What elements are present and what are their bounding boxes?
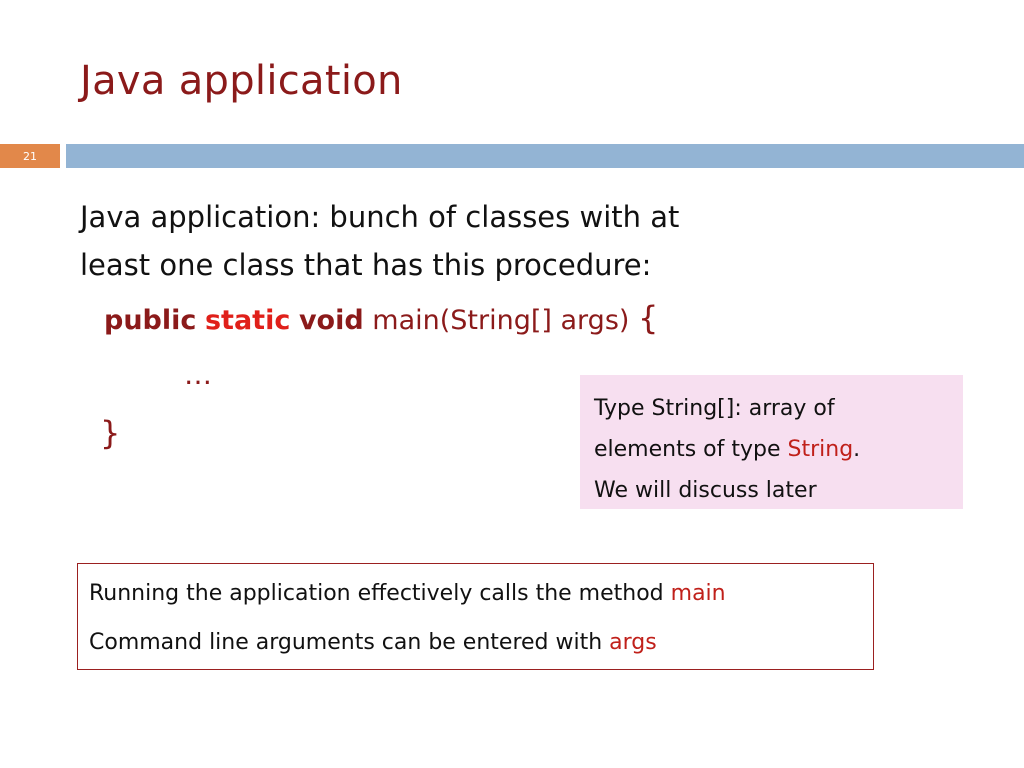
- note-box: [580, 375, 963, 509]
- note-line-3: We will discuss later: [594, 478, 817, 503]
- open-brace: {: [638, 299, 659, 337]
- body-text: [80, 193, 679, 289]
- keyword-void: void: [298, 305, 364, 336]
- keyword-static: static: [204, 305, 291, 336]
- info-line-1: [89, 574, 873, 614]
- info-line-1-prefix: Running the application effectively calls the method: [89, 581, 671, 606]
- note-line-1: Type String[]: array of: [594, 396, 835, 421]
- slide-title: Java application: [80, 58, 403, 104]
- note-line-2-suffix: .: [853, 437, 861, 462]
- method-signature: main(String[] args): [372, 305, 630, 336]
- info-box: [77, 563, 874, 670]
- note-highlight-string: String: [787, 437, 854, 462]
- info-line-2: [89, 628, 873, 658]
- info-highlight-args: args: [609, 630, 657, 655]
- header-bar: [66, 144, 1024, 168]
- keyword-public: public: [104, 305, 197, 336]
- body-line-1: Java application: bunch of classes with at: [80, 200, 680, 234]
- body-line-2: least one class that has this procedure:: [80, 248, 652, 282]
- note-line-2-prefix: elements of type: [594, 437, 788, 462]
- info-line-2-prefix: Command line arguments can be entered with: [89, 630, 610, 655]
- close-brace: }: [100, 414, 121, 452]
- code-ellipsis: …: [184, 358, 212, 391]
- note-line-2: [594, 429, 951, 470]
- info-highlight-main: main: [670, 581, 726, 606]
- slide-number: 21: [0, 144, 60, 168]
- code-signature-line: [104, 299, 658, 337]
